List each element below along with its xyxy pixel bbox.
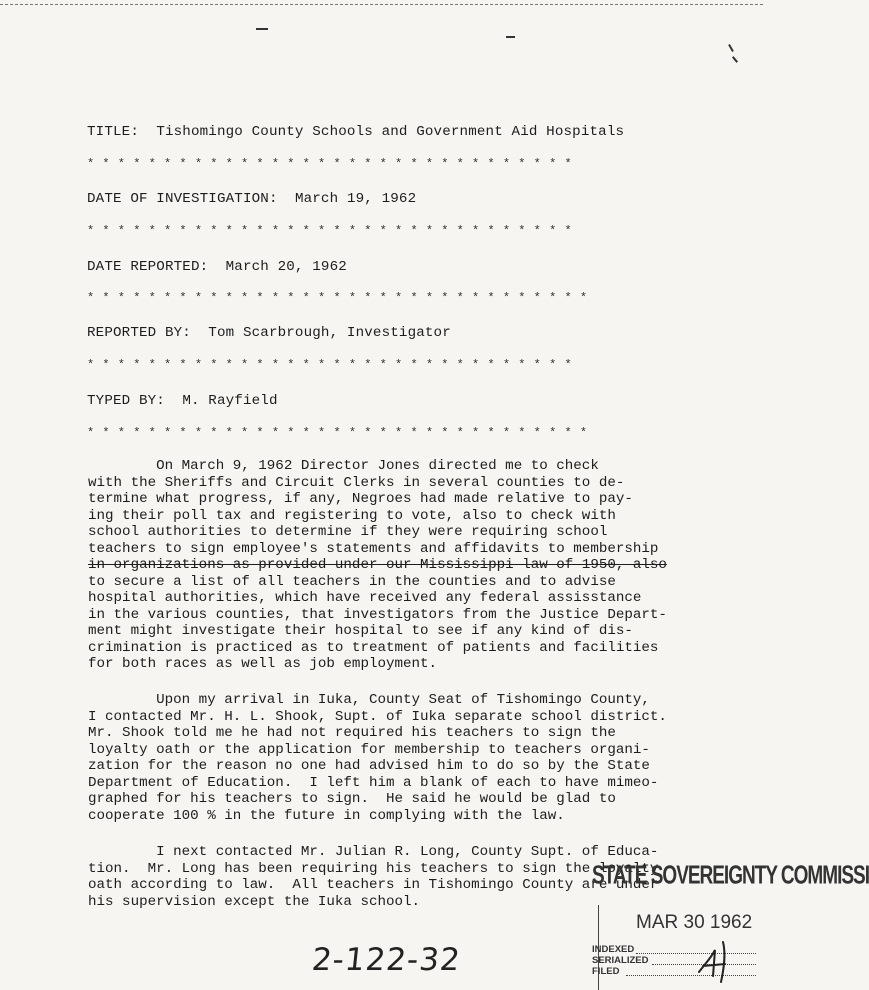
speck-mark	[732, 56, 738, 63]
speck-mark	[728, 44, 734, 52]
text-line: graphed for his teachers to sign. He said he would be glad to	[88, 791, 616, 807]
text-line: tion. Mr. Long has been requiring his teachers to sign the loyalty	[88, 860, 659, 877]
stamp-title: STATE SOVEREIGNTY COMMISSI	[592, 862, 869, 891]
paragraph-shook	[88, 692, 708, 824]
text-line: crimination is practiced as to treatment of patients and facilities	[88, 639, 659, 656]
page-top-edge	[0, 4, 763, 5]
text-line: On March 9, 1962 Director Jones directed me to check	[88, 458, 599, 474]
stamp-checklist	[592, 944, 648, 977]
text-line: ing their poll tax and registering to vote, also to check with	[88, 507, 616, 524]
text-line: cooperate 100 % in the future in complying with the law.	[88, 807, 565, 824]
text-line: oath according to law. All teachers in Tishomingo County are under	[88, 877, 659, 893]
stamp-indexed: INDEXED	[592, 944, 635, 955]
reported-by-label: REPORTED BY:	[87, 325, 191, 341]
paragraph-directive	[88, 458, 708, 673]
separator: * * * * * * * * * * * * * * * * * * * * * * * * * * * * * * * *	[87, 157, 573, 171]
reported-by-value: Tom Scarbrough, Investigator	[208, 325, 451, 341]
date-of-investigation-line	[87, 191, 416, 207]
separator: * * * * * * * * * * * * * * * * * * * * * * * * * * * * * * * *	[87, 358, 573, 372]
typed-by-value: M. Rayfield	[182, 393, 278, 409]
typed-by-label: TYPED BY:	[87, 393, 165, 409]
title-line	[87, 124, 624, 140]
text-line: Upon my arrival in Iuka, County Seat of Tishomingo County,	[88, 692, 650, 708]
separator: * * * * * * * * * * * * * * * * * * * * * * * * * * * * * * * * *	[87, 291, 588, 305]
text-line: termine what progress, if any, Negroes had made relative to pay-	[88, 491, 633, 507]
reported-by-line	[87, 325, 451, 341]
handwritten-file-number: 2-122-32	[310, 942, 463, 978]
text-line: loyalty oath or the application for membership to teachers organi-	[88, 741, 650, 758]
text-line: zation for the reason no one had advised him to do so by the State	[88, 758, 650, 774]
stamp-filed: FILED	[592, 966, 620, 977]
date-reported-value: March 20, 1962	[225, 259, 347, 275]
separator: * * * * * * * * * * * * * * * * * * * * * * * * * * * * * * * * *	[87, 426, 588, 440]
text-line: his supervision except the Iuka school.	[88, 893, 421, 910]
text-line: in the various counties, that investigators from the Justice Depart-	[88, 606, 667, 623]
text-line-struck: in organizations as provided under our Mississippi law of 1950, also	[88, 557, 667, 573]
text-line: school authorities to determine if they were requiring school	[88, 524, 608, 540]
text-line: Department of Education. I left him a blank of each to have mimeo-	[88, 774, 659, 791]
stamp-date: MAR 30 1962	[636, 912, 753, 933]
separator: * * * * * * * * * * * * * * * * * * * * * * * * * * * * * * * *	[87, 224, 573, 238]
handwritten-initials	[693, 936, 738, 986]
title-value: Tishomingo County Schools and Government Aid Hospitals	[156, 124, 625, 140]
text-line: I contacted Mr. H. L. Shook, Supt. of Iuka separate school district.	[88, 708, 667, 725]
speck-mark	[256, 28, 268, 30]
date-of-investigation-label: DATE OF INVESTIGATION:	[87, 191, 278, 207]
text-line: with the Sheriffs and Circuit Clerks in several counties to de-	[88, 474, 625, 491]
date-of-investigation-value: March 19, 1962	[294, 191, 417, 207]
text-line: I next contacted Mr. Julian R. Long, County Supt. of Educa-	[88, 844, 659, 860]
typed-by-line	[87, 393, 278, 409]
text-line: teachers to sign employee's statements and affidavits to membership	[88, 540, 659, 557]
stamp-serialized: SERIALIZED	[592, 955, 649, 966]
text-line: to secure a list of all teachers in the counties and to advise	[88, 573, 616, 590]
title-label: TITLE:	[87, 124, 139, 140]
date-reported-label: DATE REPORTED:	[87, 259, 209, 275]
text-line: ment might investigate their hospital to see if any kind of dis-	[88, 623, 633, 639]
date-reported-line	[87, 259, 347, 275]
text-line: hospital authorities, which have received any federal assisstance	[88, 590, 642, 606]
text-line: Mr. Shook told me he had not required his teachers to sign the	[88, 725, 616, 741]
speck-mark	[506, 36, 515, 38]
text-line: for both races as well as job employment.	[88, 656, 438, 672]
